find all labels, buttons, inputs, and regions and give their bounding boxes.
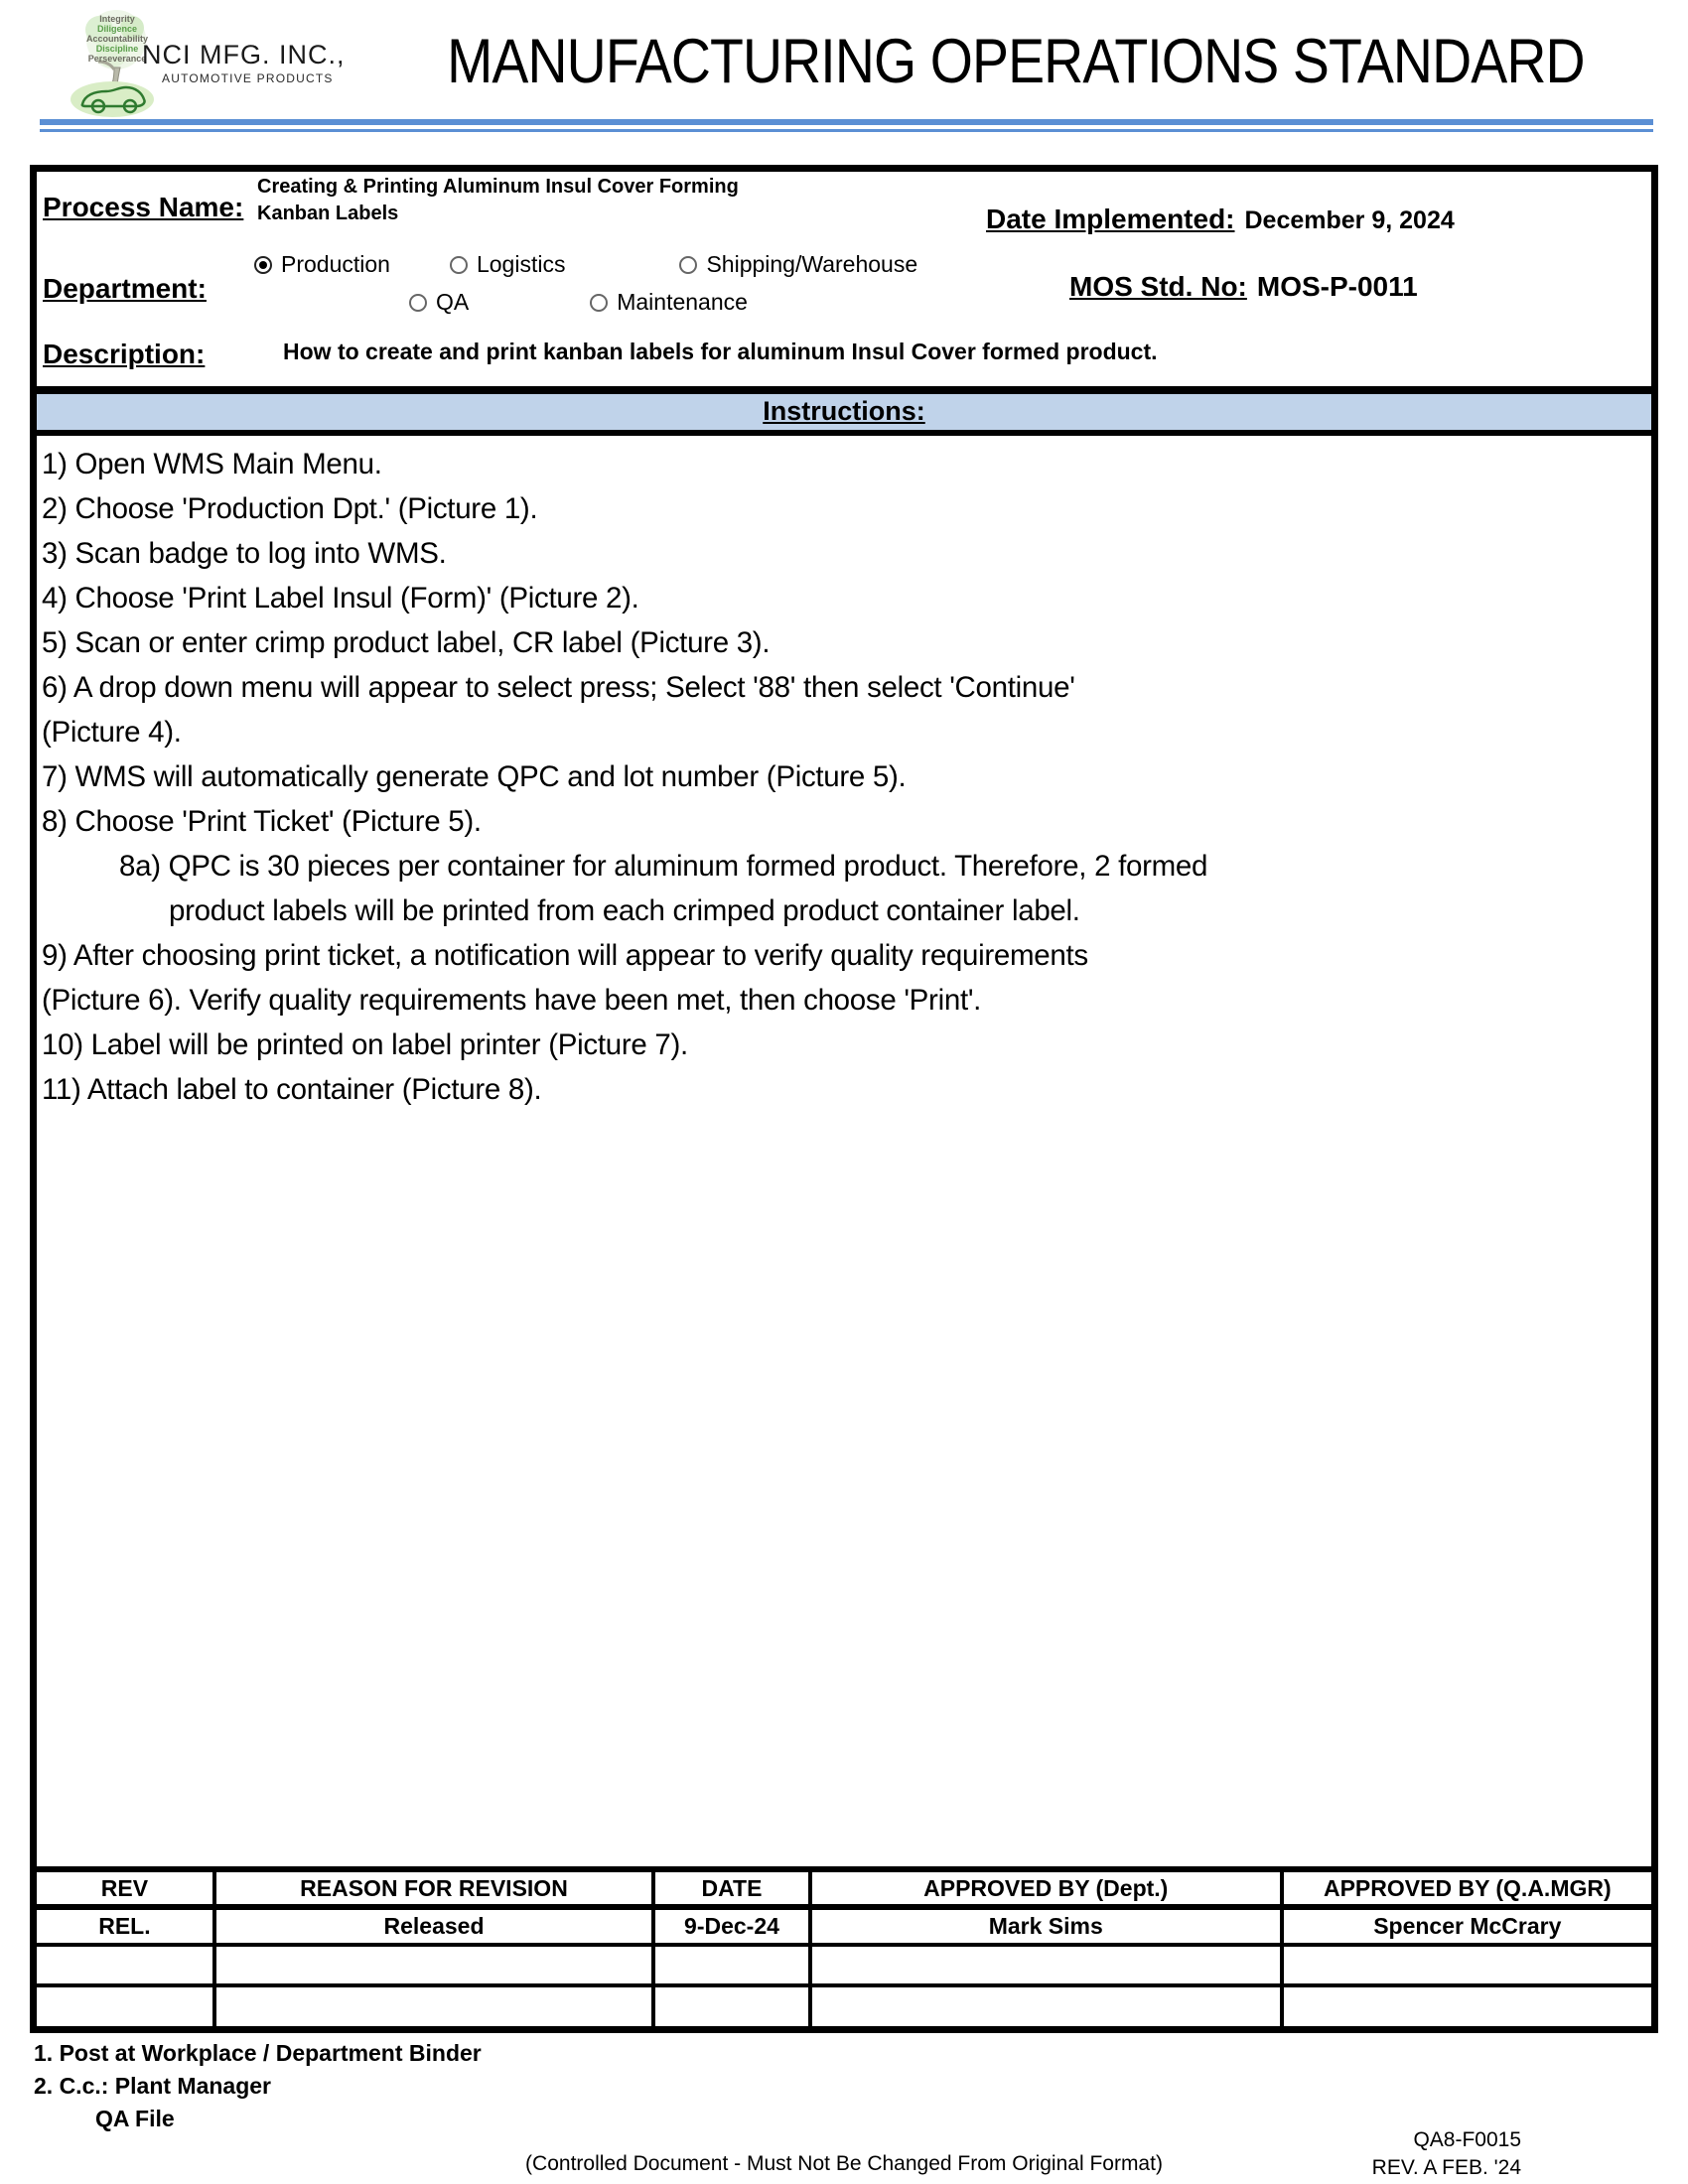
radio-label: Shipping/Warehouse [706, 251, 918, 277]
department-options-row2 [409, 289, 748, 317]
description-label: Description: [43, 339, 206, 369]
table-cell [214, 1985, 653, 2026]
table-cell: REL. [37, 1907, 214, 1945]
table-cell [37, 1945, 214, 1985]
company-name: NCI MFG. INC., [142, 40, 346, 69]
table-cell [810, 1985, 1282, 2026]
footer-note: 2. C.c.: Plant Manager [34, 2073, 272, 2099]
instruction-line: 8a) QPC is 30 pieces per container for aluminum formed product. Therefore, 2 formed [119, 850, 1208, 883]
process-name-line2: Kanban Labels [257, 203, 399, 224]
instruction-line: 3) Scan badge to log into WMS. [42, 537, 447, 570]
department-radio-qa[interactable] [409, 289, 469, 316]
instruction-line: 8) Choose 'Print Ticket' (Picture 5). [42, 805, 482, 838]
revision-table-header-row [37, 1869, 1651, 1907]
radio-label: Production [281, 251, 390, 277]
table-cell [1282, 1985, 1651, 2026]
footer-notes [34, 2037, 482, 2135]
instruction-line: product labels will be printed from each crimped product container label. [169, 894, 1080, 927]
radio-label: QA [436, 289, 470, 315]
page-title: MANUFACTURING OPERATIONS STANDARD [446, 27, 1585, 96]
radio-unselected-icon[interactable] [450, 256, 468, 274]
instructions-list [37, 436, 1651, 1866]
mos-std-no-label: MOS Std. No: [1069, 271, 1247, 302]
radio-unselected-icon[interactable] [679, 256, 697, 274]
logo-word: Integrity [99, 14, 135, 24]
instructions-header-bar [37, 386, 1651, 436]
process-name-line1: Creating & Printing Aluminum Insul Cover Forming [257, 176, 739, 198]
logo-word: Discipline [95, 44, 139, 54]
revision-table-header-cell: DATE [653, 1869, 810, 1907]
department-radio-logistics[interactable] [450, 251, 565, 278]
process-name-value [257, 174, 739, 227]
header-divider-rule [40, 119, 1653, 132]
table-row [37, 1907, 1651, 1945]
process-name-label: Process Name: [43, 192, 244, 222]
instructions-header-label: Instructions: [763, 396, 925, 426]
form-code: QA8-F0015 [1413, 2128, 1521, 2151]
form-body [30, 165, 1658, 2033]
department-options-row1 [254, 251, 917, 279]
department-radio-shipping-warehouse[interactable] [679, 251, 917, 278]
footer-note: QA File [95, 2106, 175, 2131]
instruction-line: 1) Open WMS Main Menu. [42, 448, 382, 480]
instruction-line: (Picture 4). [42, 716, 182, 749]
instruction-line: 7) WMS will automatically generate QPC and lot number (Picture 5). [42, 760, 907, 793]
radio-label: Logistics [476, 251, 566, 277]
form-revision: REV. A FEB. '24 [1371, 2156, 1521, 2179]
instruction-line: 10) Label will be printed on label printer (Picture 7). [42, 1028, 688, 1061]
revision-table-header-cell: REV [37, 1869, 214, 1907]
table-cell [653, 1945, 810, 1985]
document-header [40, 8, 1673, 122]
mos-std-no-value: MOS-P-0011 [1256, 271, 1418, 302]
table-cell: Released [214, 1907, 653, 1945]
table-cell [810, 1945, 1282, 1985]
radio-label: Maintenance [617, 289, 748, 315]
department-radio-maintenance[interactable] [590, 289, 748, 316]
mos-std-no-row [1069, 271, 1418, 303]
logo-word: Perseverance [87, 54, 147, 64]
table-row [37, 1985, 1651, 2026]
table-cell: Spencer McCrary [1282, 1907, 1651, 1945]
department-radio-production[interactable] [254, 251, 390, 278]
table-cell: 9-Dec-24 [653, 1907, 810, 1945]
info-section [37, 172, 1651, 386]
date-implemented-row [986, 204, 1455, 235]
radio-selected-icon[interactable] [254, 256, 272, 274]
table-row [37, 1945, 1651, 1985]
logo-word: Accountability [85, 34, 148, 44]
table-cell [653, 1985, 810, 2026]
instruction-line: 6) A drop down menu will appear to select press; Select '88' then select 'Continue' [42, 671, 1075, 704]
revision-table-header-cell: APPROVED BY (Dept.) [810, 1869, 1282, 1907]
revision-table-header-cell: REASON FOR REVISION [214, 1869, 653, 1907]
revision-table [37, 1866, 1651, 2026]
instruction-line: (Picture 6). Verify quality requirements have been met, then choose 'Print'. [42, 984, 982, 1017]
date-implemented-label: Date Implemented: [986, 204, 1235, 234]
radio-unselected-icon[interactable] [409, 294, 427, 312]
description-value: How to create and print kanban labels for aluminum Insul Cover formed product. [283, 339, 1158, 364]
instruction-line: 2) Choose 'Production Dpt.' (Picture 1). [42, 492, 538, 525]
footer-note: 1. Post at Workplace / Department Binder [34, 2040, 482, 2066]
controlled-document-note: (Controlled Document - Must Not Be Changed From Original Format) [525, 2152, 1163, 2175]
instruction-line: 4) Choose 'Print Label Insul (Form)' (Picture 2). [42, 582, 639, 614]
department-label: Department: [43, 273, 207, 304]
table-cell: Mark Sims [810, 1907, 1282, 1945]
date-implemented-value: December 9, 2024 [1244, 206, 1455, 234]
company-tagline: AUTOMOTIVE PRODUCTS [162, 71, 334, 85]
table-cell [37, 1985, 214, 2026]
instruction-line: 11) Attach label to container (Picture 8). [42, 1073, 542, 1106]
table-cell [214, 1945, 653, 1985]
company-logo [55, 8, 346, 119]
instruction-line: 9) After choosing print ticket, a notification will appear to verify quality requirements [42, 939, 1088, 972]
logo-word: Diligence [96, 24, 137, 34]
radio-unselected-icon[interactable] [590, 294, 608, 312]
revision-table-header-cell: APPROVED BY (Q.A.MGR) [1282, 1869, 1651, 1907]
table-cell [1282, 1945, 1651, 1985]
instruction-line: 5) Scan or enter crimp product label, CR label (Picture 3). [42, 626, 771, 659]
